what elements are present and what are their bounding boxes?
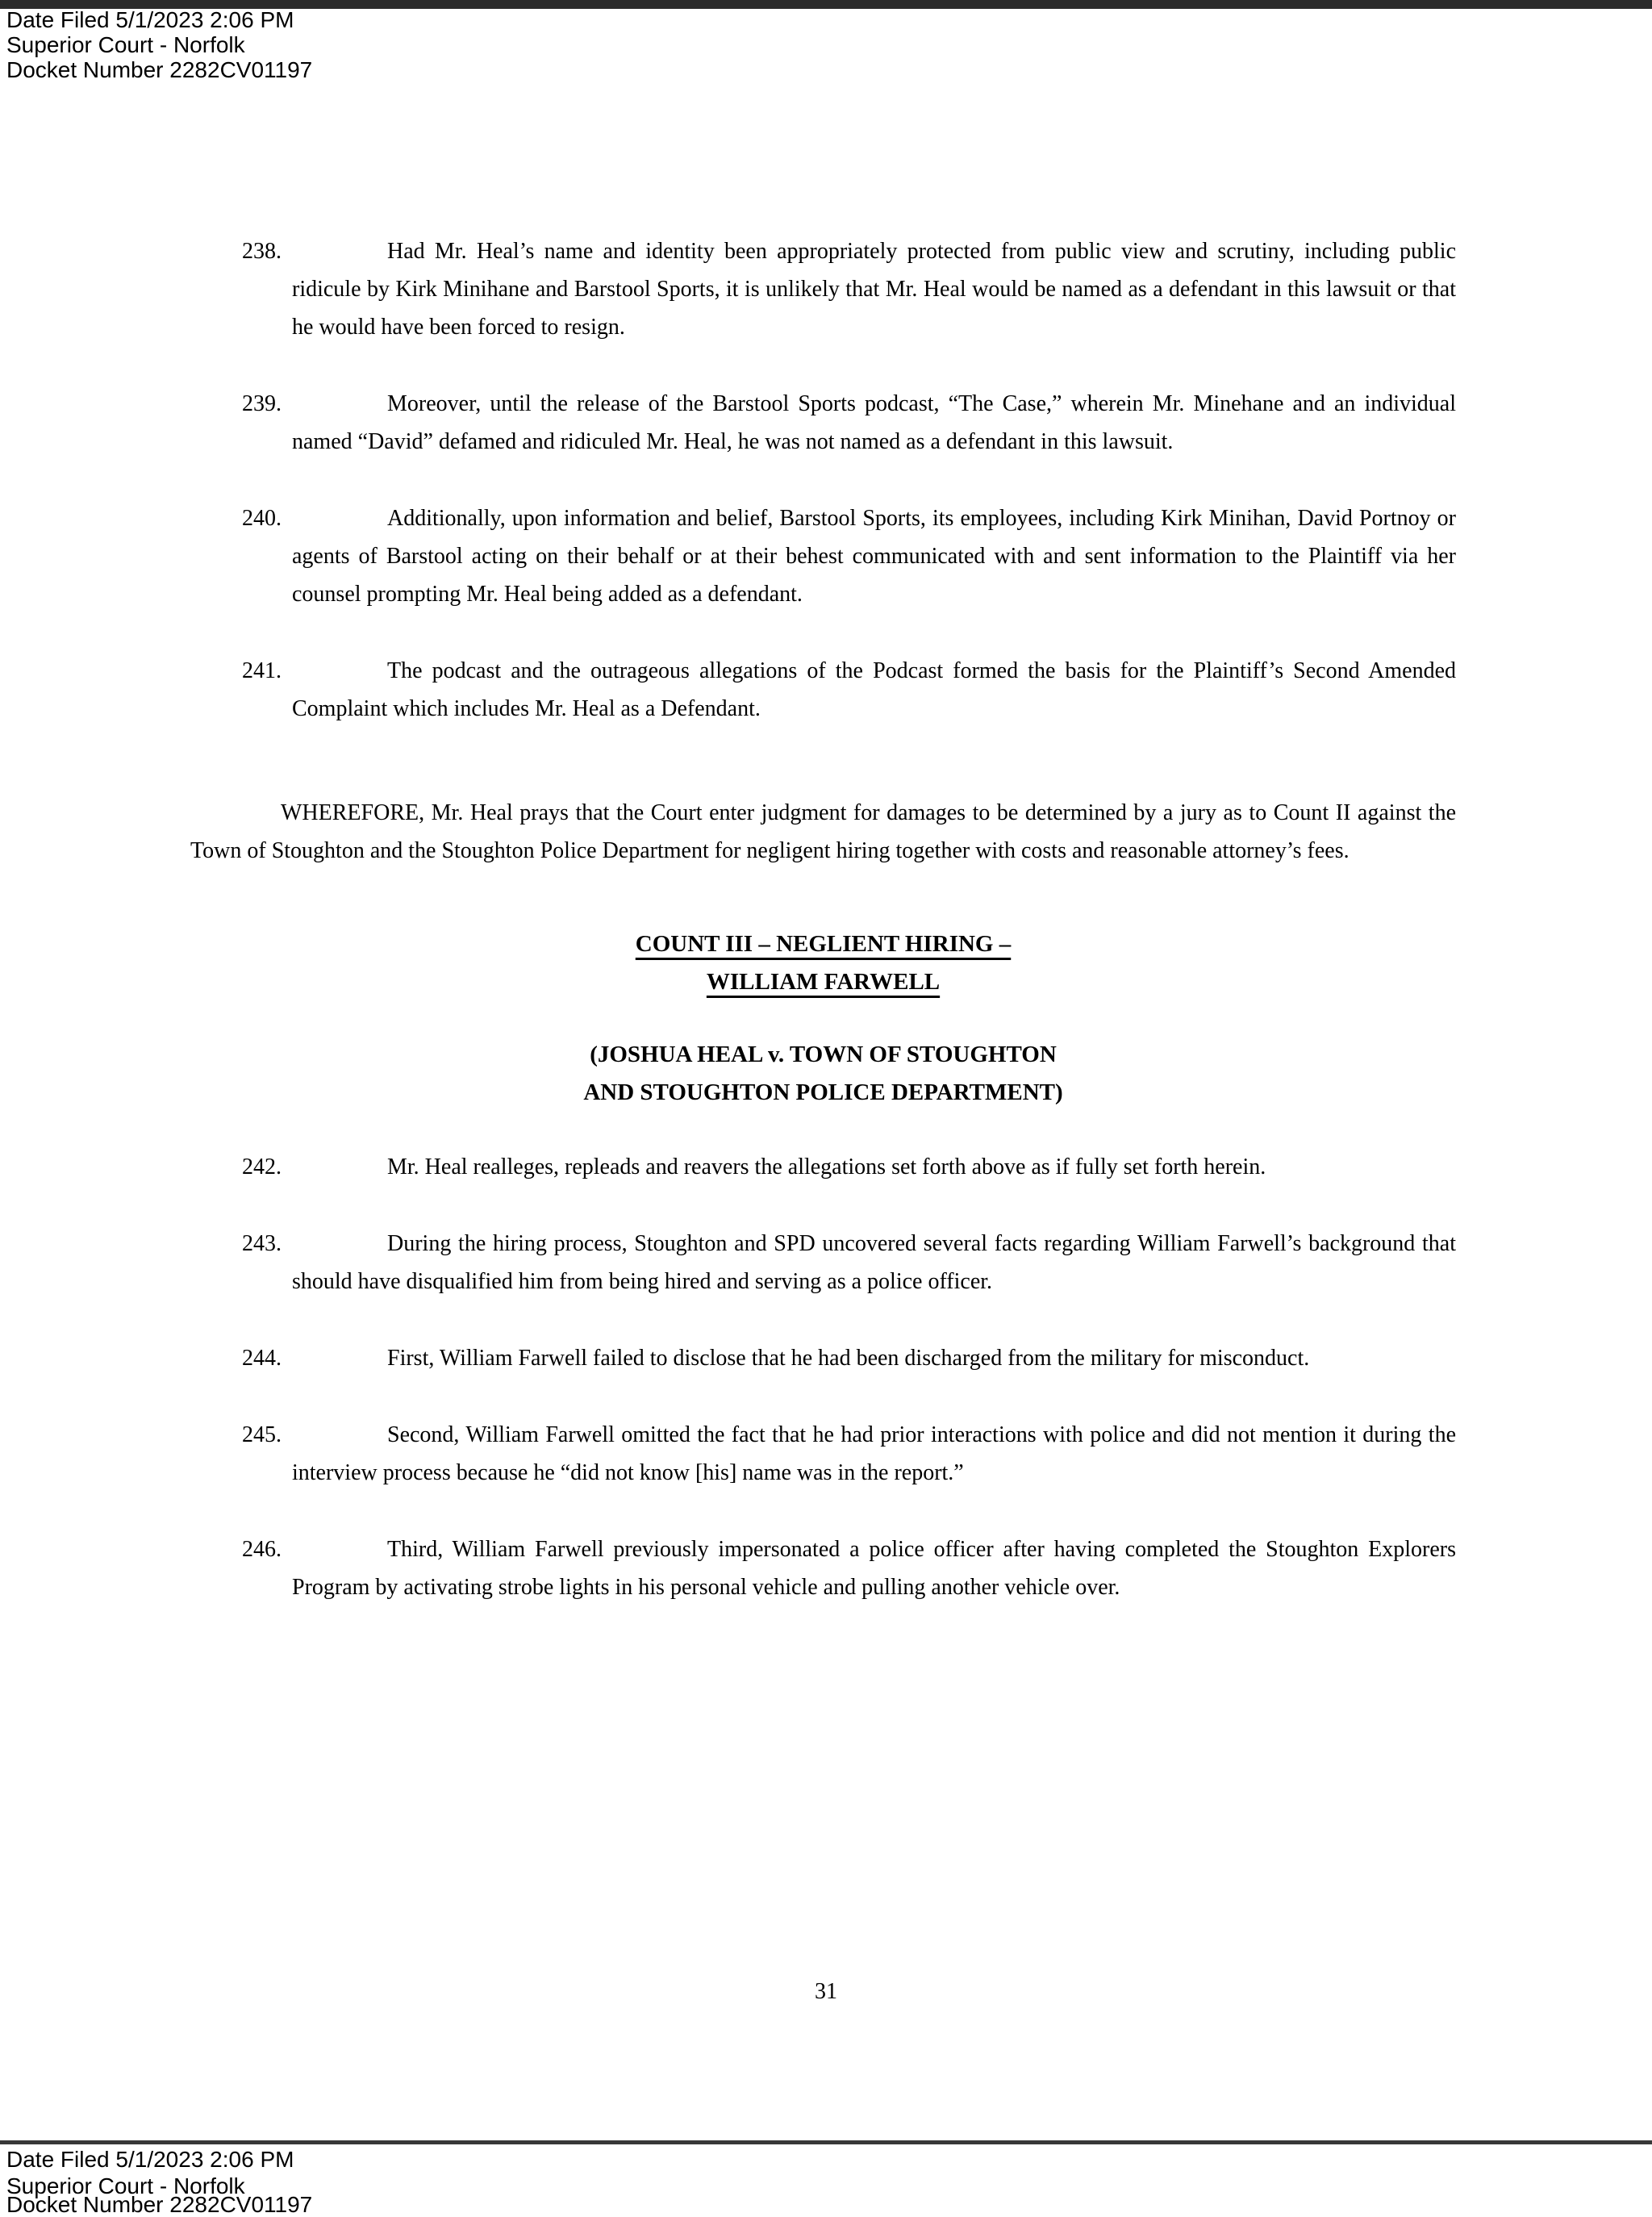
case-caption-line1: (JOSHUA HEAL v. TOWN OF STOUGHTON	[590, 1042, 1057, 1067]
count-heading-line1-text: COUNT III – NEGLIENT HIRING –	[635, 931, 1012, 957]
case-caption-line2: AND STOUGHTON POLICE DEPARTMENT)	[583, 1079, 1063, 1105]
paragraph-text: First, William Farwell failed to disclose that he had been discharged from the military for misconduct.	[387, 1346, 1310, 1371]
paragraph-239	[242, 385, 1456, 461]
count-heading-line1	[190, 925, 1456, 963]
paragraph-text: The podcast and the outrageous allegations of the Podcast formed the basis for the Plaintiff’s Second Amended Complaint which includes Mr. Heal as a Defendant.	[292, 658, 1456, 721]
wherefore-clause: WHEREFORE, Mr. Heal prays that the Court enter judgment for damages to be determined by a jury as to Count II against the Town of Stoughton and the Stoughton Police Department for negligent hiring together with costs and reasonable attorney’s fees.	[190, 800, 1456, 863]
stamp-bottom-date-filed: Date Filed 5/1/2023 2:06 PM	[6, 2147, 294, 2172]
count-iii-heading	[190, 925, 1456, 1001]
paragraph-text: Second, William Farwell omitted the fact that he had prior interactions with police and did not mention it during the interview process because he “did not know [his] name was in the report.”	[292, 1422, 1456, 1485]
paragraph-242	[242, 1148, 1456, 1186]
paragraph-number: 242.	[242, 1154, 282, 1179]
paragraph-text: Mr. Heal realleges, repleads and reavers the allegations set forth above as if fully set forth herein.	[387, 1154, 1266, 1179]
paragraph-243	[242, 1225, 1456, 1301]
paragraph-number: 243.	[242, 1231, 282, 1256]
case-caption	[190, 1036, 1456, 1112]
stamp-date-filed: Date Filed 5/1/2023 2:06 PM	[6, 7, 294, 32]
paragraph-text: Additionally, upon information and belief, Barstool Sports, its employees, including Kirk Minihan, David Portnoy or agents of Barstool acting on their behalf or at their behest communicated with and sent information to the Plaintiff via her counsel prompting Mr. Heal being added as a defendant.	[292, 506, 1456, 607]
count-heading-line2-text: WILLIAM FARWELL	[706, 969, 941, 995]
paragraph-text: Moreover, until the release of the Barstool Sports podcast, “The Case,” wherein Mr. Minehane and an individual named “David” defamed and ridiculed Mr. Heal, he was not named as a defendant in this lawsuit.	[292, 391, 1456, 454]
bottom-scan-line	[0, 2140, 1652, 2144]
paragraph-238	[242, 232, 1456, 346]
stamp-docket: Docket Number 2282CV01197	[6, 57, 313, 82]
paragraph-number: 240.	[242, 506, 282, 531]
paragraph-number: 238.	[242, 239, 282, 264]
paragraph-number: 245.	[242, 1422, 282, 1447]
paragraph-244	[242, 1339, 1456, 1377]
stamp-bottom-docket: Docket Number 2282CV01197	[6, 2192, 313, 2217]
paragraph-245	[242, 1416, 1456, 1492]
paragraph-246	[242, 1530, 1456, 1606]
stamp-bottom-court: Superior Court - Norfolk	[6, 2173, 245, 2198]
paragraph-text: During the hiring process, Stoughton and SPD uncovered several facts regarding William Farwell’s background that should have disqualified him from being hired and serving as a police officer.	[292, 1231, 1456, 1294]
efiling-stamp-top	[6, 7, 312, 82]
paragraph-240	[242, 499, 1456, 613]
paragraph-text: Third, William Farwell previously impersonated a police officer after having completed the Stoughton Explorers Program by activating strobe lights in his personal vehicle and pulling another vehicle over.	[292, 1537, 1456, 1600]
stamp-court: Superior Court - Norfolk	[6, 32, 245, 57]
paragraph-number: 244.	[242, 1346, 282, 1371]
paragraph-number: 246.	[242, 1537, 282, 1562]
page-number: 31	[815, 1979, 837, 2004]
paragraph-text: Had Mr. Heal’s name and identity been appropriately protected from public view and scrutiny, including public ridicule by Kirk Minihane and Barstool Sports, it is unlikely that Mr. Heal would be named as a defendant in this lawsuit or that he would have been forced to resign.	[292, 239, 1456, 340]
count-heading-line2	[190, 963, 1456, 1001]
document-body	[0, 232, 1652, 1645]
paragraph-number: 241.	[242, 658, 282, 683]
paragraph-241	[242, 652, 1456, 728]
paragraph-number: 239.	[242, 391, 282, 416]
